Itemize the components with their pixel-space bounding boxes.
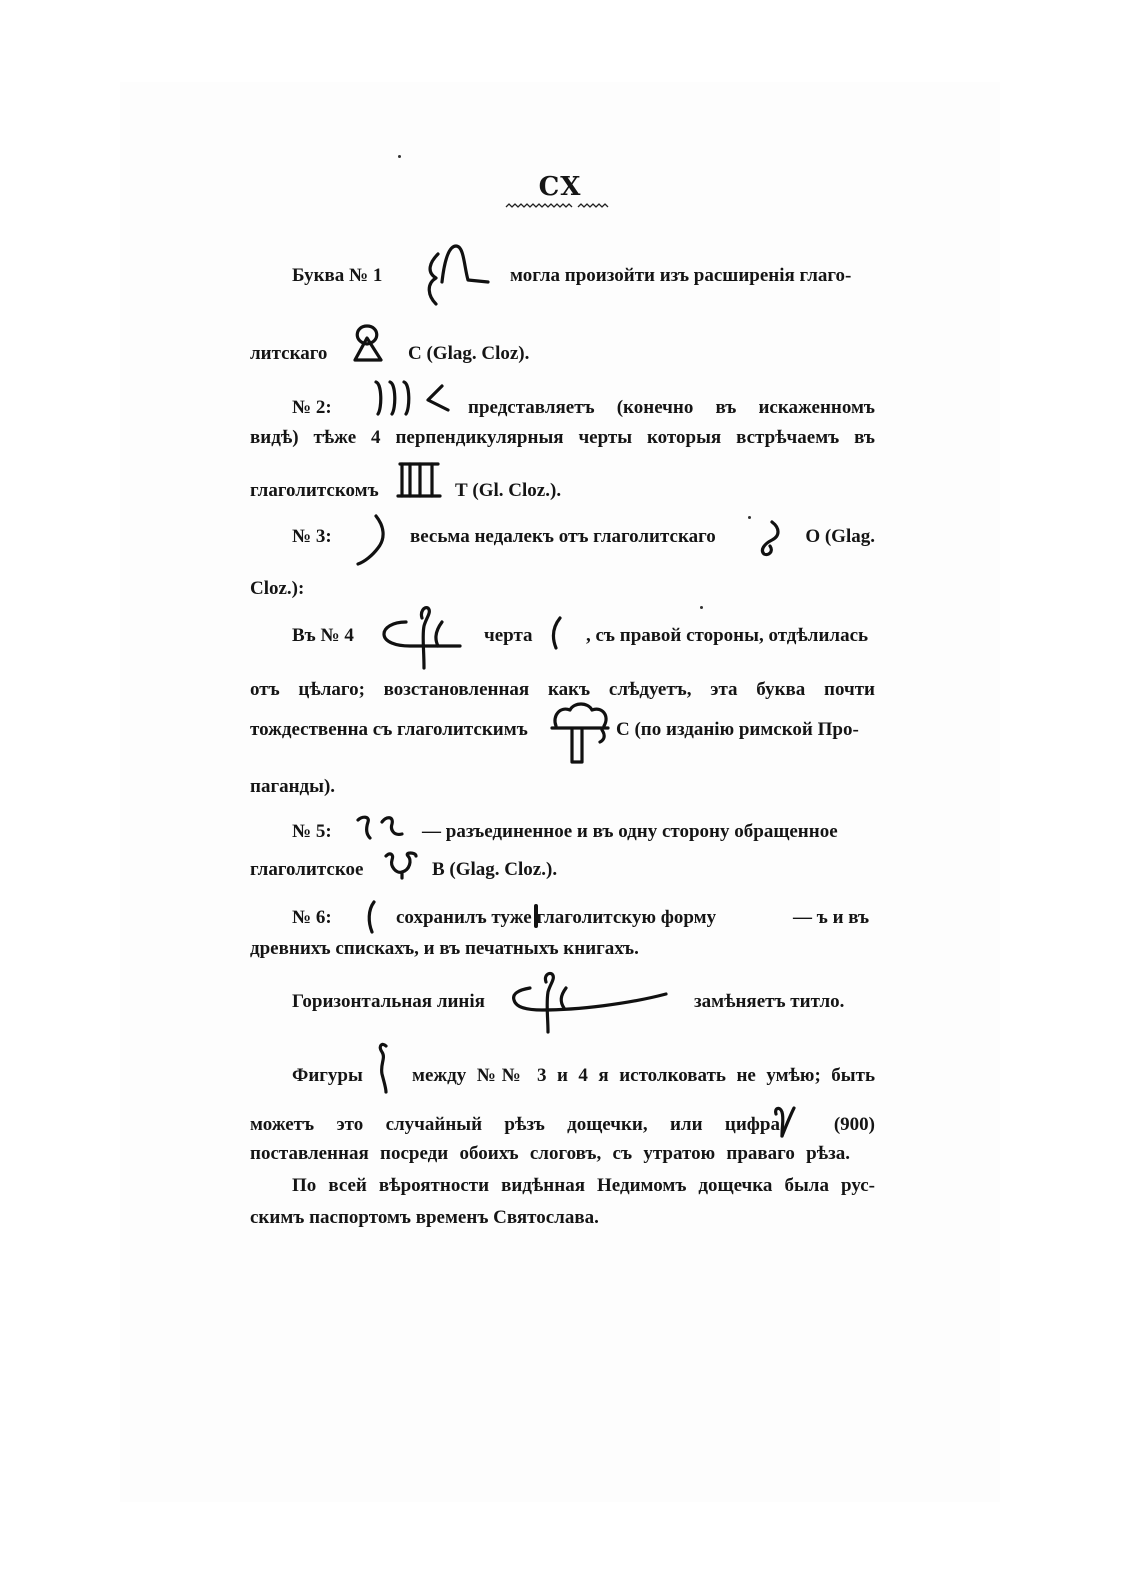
text-segment: скимъ паспортомъ временъ Святослава.	[250, 1207, 599, 1228]
text-segment: (900)	[833, 1114, 875, 1135]
text-segment: № 6:	[292, 907, 332, 928]
text-segment: можетъ это случайный рѣзъ дощечки, или цифра	[250, 1114, 780, 1135]
glagolitic-v-icon	[382, 850, 422, 882]
text-segment: Фигуры	[292, 1065, 363, 1086]
text-segment: древнихъ спискахъ, и въ печатныхъ книгахъ.	[250, 938, 639, 959]
print-speck	[398, 155, 401, 158]
glagolitic-s-variant-icon	[550, 700, 612, 768]
text-segment: Т (Gl. Cloz.).	[455, 480, 562, 501]
text-segment: видѣ) тѣже 4 перпендикулярныя черты которыя встрѣчаемъ въ	[250, 427, 875, 448]
text-segment: С (Glag. Cloz).	[408, 343, 530, 364]
text-segment: весьма недалекъ отъ глаголитскаго	[410, 526, 716, 547]
horizontal-line-titlo-icon	[508, 970, 672, 1036]
text-segment: поставленная посреди обоихъ слоговъ, съ утратою праваго рѣза.	[250, 1143, 850, 1164]
text-segment: Въ № 4	[292, 625, 354, 646]
glyph-letter-5-icon	[354, 812, 414, 842]
text-segment: представляетъ (конечно въ искаженномъ	[468, 397, 875, 418]
text-segment: По всей вѣроятности видѣнная Недимомъ дощечка была рус-	[292, 1175, 875, 1196]
text-segment: , съ правой стороны, отдѣлилась	[586, 625, 869, 646]
glagolitic-s-icon	[347, 322, 389, 364]
glyph-letter-1-icon	[420, 244, 490, 314]
ornament-rule	[504, 202, 620, 212]
print-speck	[700, 606, 703, 609]
text-segment: № 3:	[292, 526, 332, 547]
text-segment: Буква № 1	[292, 265, 383, 286]
text-segment: замѣняетъ титло.	[694, 991, 845, 1012]
glyph-letter-6-icon	[362, 898, 382, 936]
text-segment: О (Glag.	[805, 526, 875, 547]
text-segment: — ъ и въ	[793, 907, 870, 928]
glyph-letter-3-icon	[356, 512, 406, 568]
figure-glyph-icon	[372, 1040, 402, 1096]
text-segment: черта	[484, 625, 533, 646]
text-segment: № 5:	[292, 821, 332, 842]
glagolitic-t-icon	[396, 458, 442, 500]
text-segment: тождественна съ глаголитскимъ	[250, 719, 528, 740]
text-segment: Cloz.):	[250, 578, 305, 599]
text-segment: С (по изданію римской Про-	[616, 719, 859, 740]
text-segment: В (Glag. Cloz.).	[432, 859, 558, 880]
text-segment: паганды).	[250, 776, 336, 797]
page-number: CX	[538, 172, 582, 202]
glyph-letter-2-icon	[370, 378, 455, 418]
text-segment: литскаго	[250, 343, 328, 364]
glyph-letter-4-icon	[380, 604, 470, 674]
text-segment: могла произойти изъ расширенія глаго-	[510, 265, 852, 286]
glagolitic-o-icon	[754, 518, 784, 558]
text-segment: между №№ 3 и 4 я истолковать не умѣю; быть	[412, 1065, 875, 1086]
text-segment: отъ цѣлаго; возстановленная какъ слѣдуетъ, эта буква почти	[250, 679, 875, 700]
numeral-900-icon	[770, 1104, 800, 1140]
text-segment: — разъединенное и въ одну сторону обращенное	[422, 821, 838, 842]
text-segment: № 2:	[292, 397, 332, 418]
glagolitic-i-icon	[530, 904, 542, 930]
text-segment: глаголитскомъ	[250, 480, 379, 501]
stroke-icon	[546, 614, 568, 652]
text-segment: Горизонтальная линія	[292, 991, 485, 1012]
print-speck	[748, 516, 751, 519]
text-segment: сохранилъ туже глаголитскую форму	[396, 907, 717, 928]
text-segment: глаголитское	[250, 859, 364, 880]
